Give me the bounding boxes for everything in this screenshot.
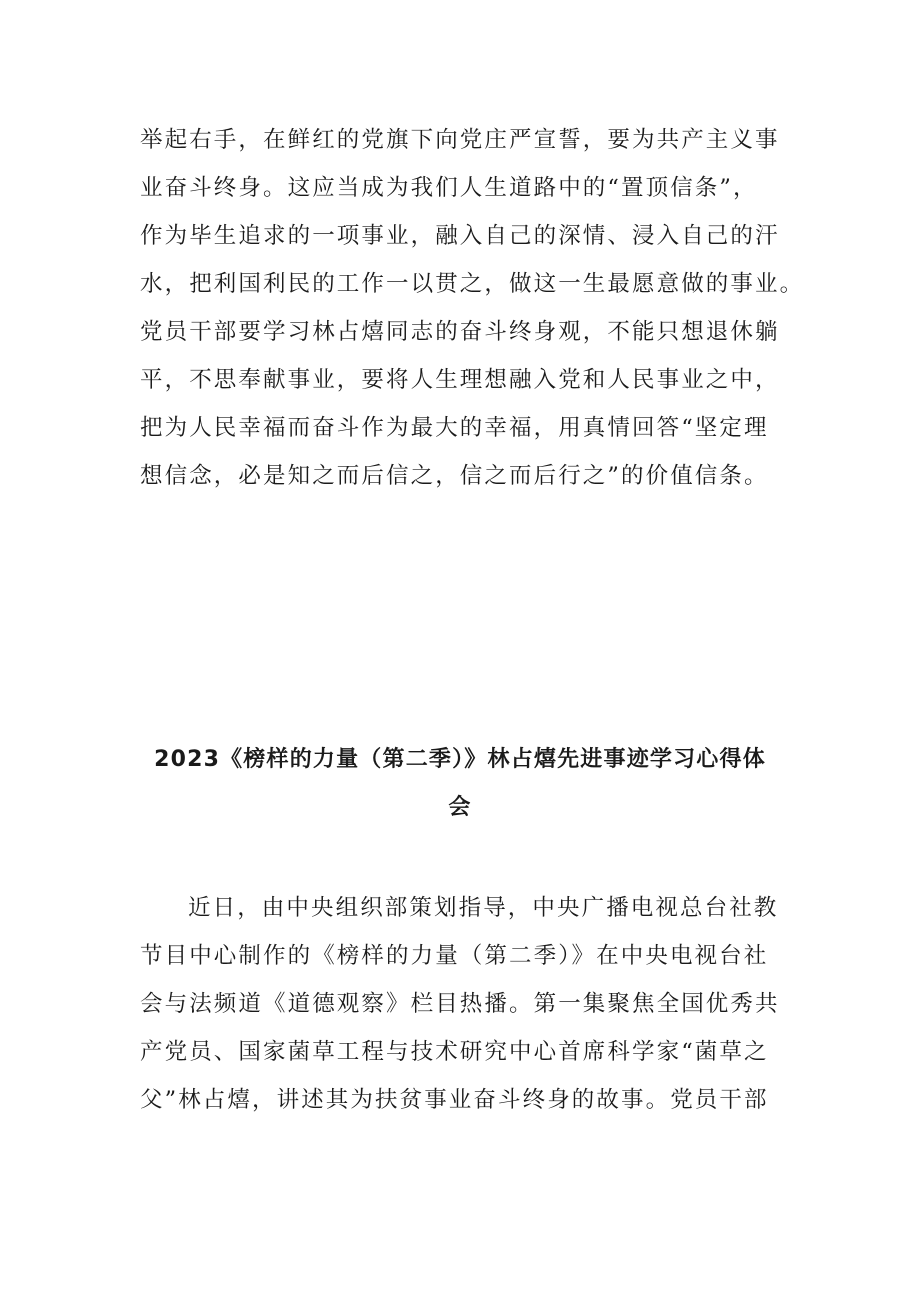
text-line: 业奋斗终身。这应当成为我们人生道路中的“置顶信条”， [140, 175, 758, 201]
bottom-paragraph [140, 884, 785, 1124]
text-line: 水，把利国利民的工作一以贯之，做这一生最愿意做的事业。 [140, 271, 805, 297]
article-title-line-1: 2023《榜样的力量（第二季）》林占熺先进事迹学习心得体 [154, 747, 766, 772]
text-line: 作为毕生追求的一项事业，融入自己的深情、浸入自己的汗 [140, 223, 780, 249]
text-line: 父”林占熺，讲述其为扶贫事业奋斗终身的故事。党员干部 [140, 1087, 769, 1113]
text-line: 党员干部要学习林占熺同志的奋斗终身观，不能只想退休躺 [140, 319, 780, 345]
top-paragraph [140, 116, 805, 500]
text-line: 把为人民幸福而奋斗作为最大的幸福，用真情回答“坚定理 [140, 415, 769, 441]
text-line: 节目中心制作的《榜样的力量（第二季）》在中央电视台社 [140, 943, 769, 969]
text-line: 会与法频道《道德观察》栏目热播。第一集聚焦全国优秀共 [140, 991, 780, 1017]
article-title [130, 736, 790, 832]
text-line: 平，不思奉献事业，要将人生理想融入党和人民事业之中， [140, 367, 780, 393]
text-line: 举起右手，在鲜红的党旗下向党庄严宣誓，要为共产主义事 [140, 127, 780, 153]
text-line: 想信念，必是知之而后信之，信之而后行之”的价值信条。 [140, 463, 769, 489]
article-title-line-2: 会 [448, 795, 472, 820]
text-line: 近日，由中央组织部策划指导，中央广播电视总台社教 [188, 895, 779, 921]
text-line: 产党员、国家菌草工程与技术研究中心首席科学家“菌草之 [140, 1039, 769, 1065]
